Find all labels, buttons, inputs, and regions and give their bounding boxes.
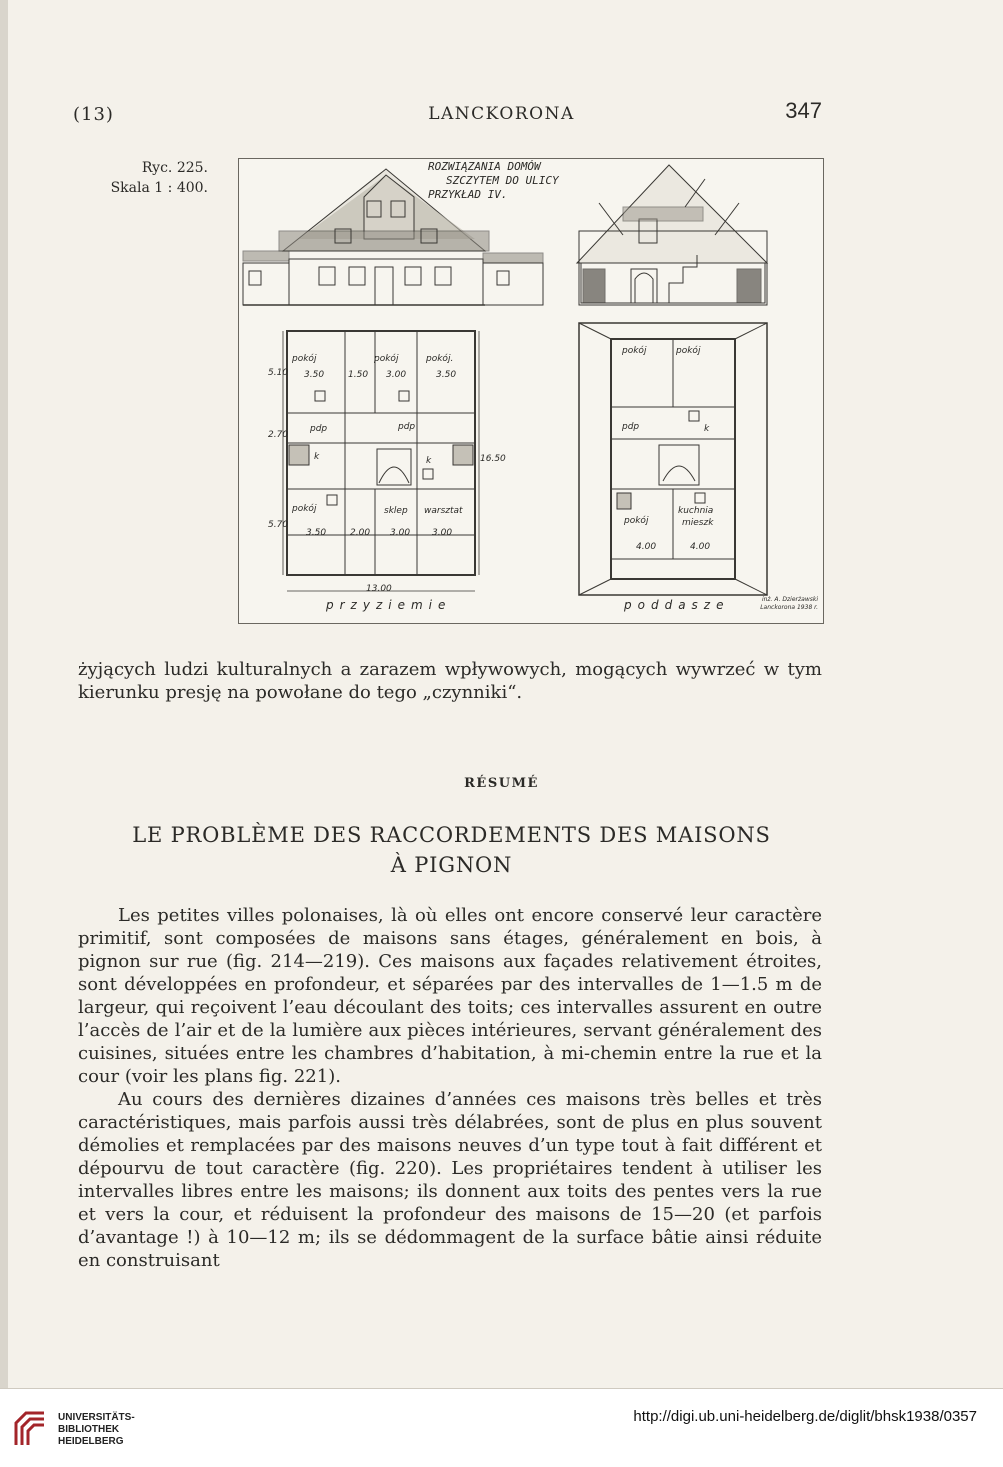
french-body — [78, 904, 822, 1272]
cross-section — [577, 165, 767, 305]
paragraph: Les petites villes polonaises, là où elles ont encore conservé leur caractère primitif, sont composées de maisons sans étages, généralement en bois, à pignon sur rue (fig. 214—219). Ces maisons aux façades relativement étroites, sont développées en profondeur, et séparées par des intervalles de 1—1.5 m de largeur, qui reçoivent l’eau découlant des toits; ces intervalles assurent en outre l’accès de l’air et de la lumière aux pièces intérieures, servant généralement des cuisines, situées entre les chambres d’habitation, à mi-chemin entre la rue et la cour (voir les plans fig. 221). — [78, 905, 822, 1087]
source-url-link[interactable]: http://digi.ub.uni-heidelberg.de/diglit/bhsk1938/0357 — [633, 1408, 977, 1425]
article-title: LE PROBLÈME DES RACCORDEMENTS DES MAISONS À PIGNON — [132, 823, 771, 877]
figure-caption — [60, 158, 208, 198]
chapter-number: (13) — [73, 104, 114, 125]
attic-floor-plan — [579, 323, 767, 595]
architectural-drawing — [238, 158, 824, 624]
university-library-logo-icon — [10, 1409, 50, 1449]
page-edge — [0, 0, 8, 1466]
digitization-footer — [0, 1388, 1003, 1467]
caption-scale: Skala 1 : 400. — [110, 180, 208, 196]
resume-heading: RÉSUMÉ — [464, 776, 539, 791]
page-number: 347 — [785, 98, 822, 123]
paragraph: Au cours des dernières dizaines d’années ces maisons très belles et très caractéristiques, mais parfois aussi très délabrées, sont de plus en plus souvent démolies et remplacées par des maisons neuves d’un type tout à fait différent et dépourvu de tout caractère (fig. 220). Les propriétaires tendent à utiliser les intervalles libres entre les maisons; ils donnent aux toits des pentes vers la rue et vers la cour, et réduisent la profondeur des maisons de 15—20 (et parfois d’avantage !) à 10—12 m; ils se dédommagent de la surface bâtie ainsi réduite en construisant — [78, 1089, 822, 1271]
figure-title: ROZWIĄZANIA DOMÓW SZCZYTEM DO ULICY PRZYKŁAD IV. — [428, 160, 559, 201]
architect-signature: inż. A. Dzierżawski Lanckorona 1938 r. — [760, 596, 818, 611]
running-title: LANCKORONA — [428, 104, 575, 124]
ground-floor-label: przyziemie — [326, 598, 452, 612]
polish-paragraph: żyjących ludzi kulturalnych a zarazem wpływowych, mogących wywrzeć w tym kierunku presję na powołane do tego „czynniki“. — [78, 659, 822, 703]
caption-figure-number: Ryc. 225. — [141, 160, 208, 176]
attic-floor-label: poddasze — [624, 598, 730, 612]
institution-name: UNIVERSITÄTS- BIBLIOTHEK HEIDELBERG — [58, 1412, 135, 1447]
